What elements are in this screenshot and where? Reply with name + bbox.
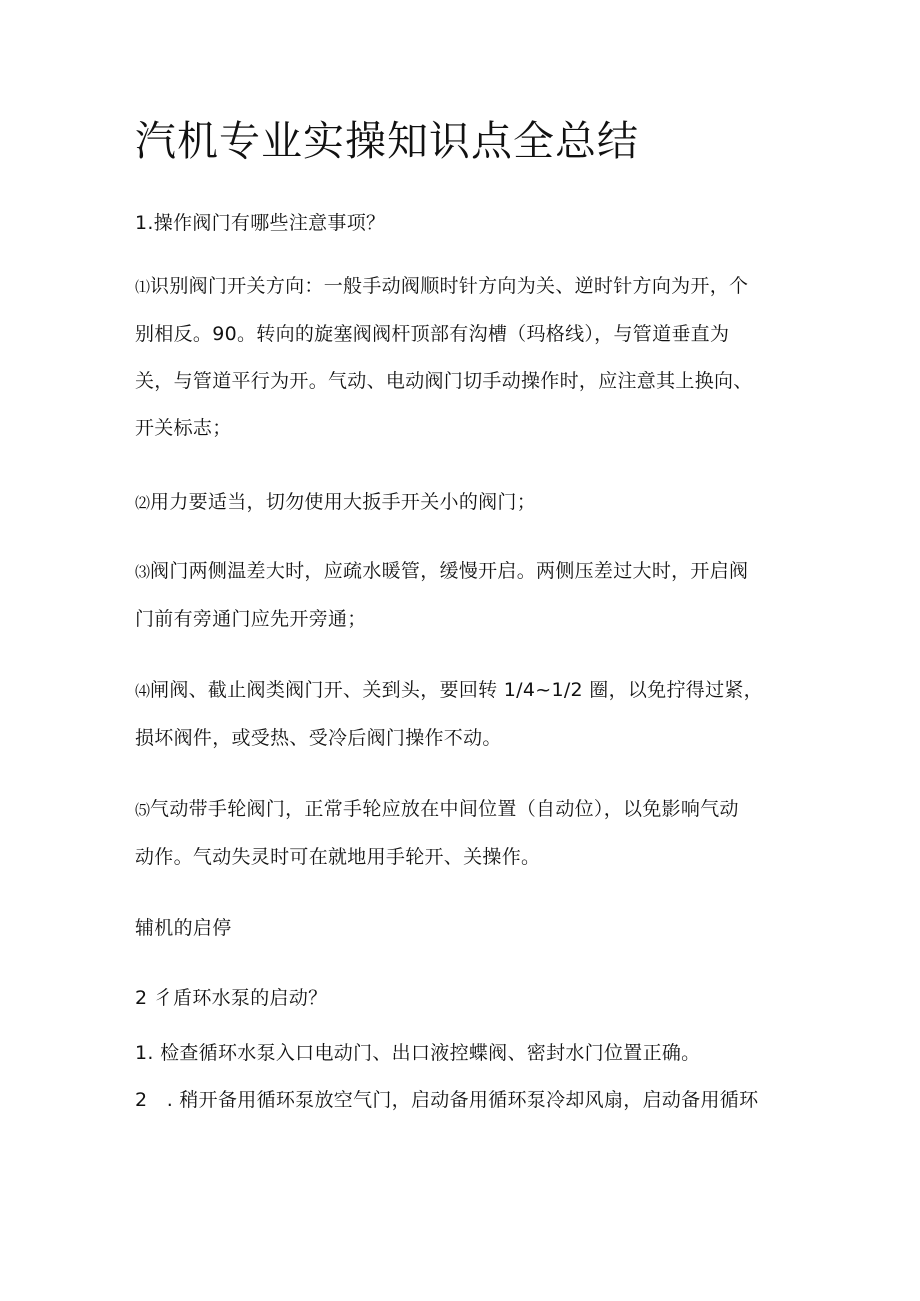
q1-item-3-marker: ⑶	[135, 563, 151, 581]
q1-item-4-marker: ⑷	[135, 682, 151, 700]
q2-step-2: 2 . 稍开备用循环泵放空气门，启动备用循环泵冷却风扇，启动备用循环	[135, 1089, 759, 1111]
q1-item-5-line-1	[135, 786, 785, 834]
q1-item-5-marker: ⑸	[135, 801, 151, 819]
q1-item-4-line-2: 损坏阀件，或受热、受冷后阀门操作不动。	[135, 727, 502, 749]
q1-item-4-line-1	[135, 667, 785, 715]
q1-item-3-text-1: 阀门两侧温差大时，应疏水暖管，缓慢开启。两侧压差过大时，开启阀	[150, 560, 749, 582]
q1-item-4	[135, 667, 785, 762]
q1-item-2-line-1	[135, 479, 785, 527]
q1-item-5-text-1: 气动带手轮阀门，正常手轮应放在中间位置（自动位），以免影响气动	[150, 798, 739, 820]
q1-item-3-line-1	[135, 548, 785, 596]
q2-steps	[135, 1030, 785, 1124]
q1-item-4-text-1: 闸阀、截止阀类阀门开、关到头，要回转 1/4~1/2 圈，以免拧得过紧，	[150, 679, 763, 701]
q1-item-1-line-2: 别相反。90。转向的旋塞阀阀杆顶部有沟槽（玛格线），与管道垂直为	[135, 323, 730, 345]
section-heading: 辅机的启停	[135, 917, 232, 939]
q1-item-1-text-1: 识别阀门开关方向：一般手动阀顺时针方向为关、逆时针方向为开，个	[150, 275, 749, 297]
q1-item-5-line-2: 动作。气动失灵时可在就地用手轮开、关操作。	[135, 846, 541, 868]
q2-step-1: 1. 检查循环水泵入口电动门、出口液控蝶阀、密封水门位置正确。	[135, 1042, 701, 1064]
q1-item-2	[135, 479, 785, 527]
document-title: 汽机专业实操知识点全总结	[135, 117, 639, 165]
q1-item-1-line-1	[135, 263, 785, 311]
q1-item-3	[135, 548, 785, 643]
q1-item-1-line-3: 关，与管道平行为开。气动、电动阀门切手动操作时，应注意其上换向、	[135, 370, 753, 392]
q1-item-1-marker: ⑴	[135, 278, 151, 296]
q1-item-1	[135, 263, 785, 452]
q1-item-3-line-2: 门前有旁通门应先开旁通；	[135, 608, 367, 630]
q1-item-1-line-4: 开关标志；	[135, 417, 232, 439]
q1-item-5	[135, 786, 785, 881]
question-2-heading: 2 彳盾环水泵的启动？	[135, 987, 328, 1009]
q1-item-2-text-1: 用力要适当，切勿使用大扳手开关小的阀门；	[150, 491, 537, 513]
q1-item-2-marker: ⑵	[135, 494, 151, 512]
question-1-heading: 1.操作阀门有哪些注意事项？	[135, 212, 386, 234]
